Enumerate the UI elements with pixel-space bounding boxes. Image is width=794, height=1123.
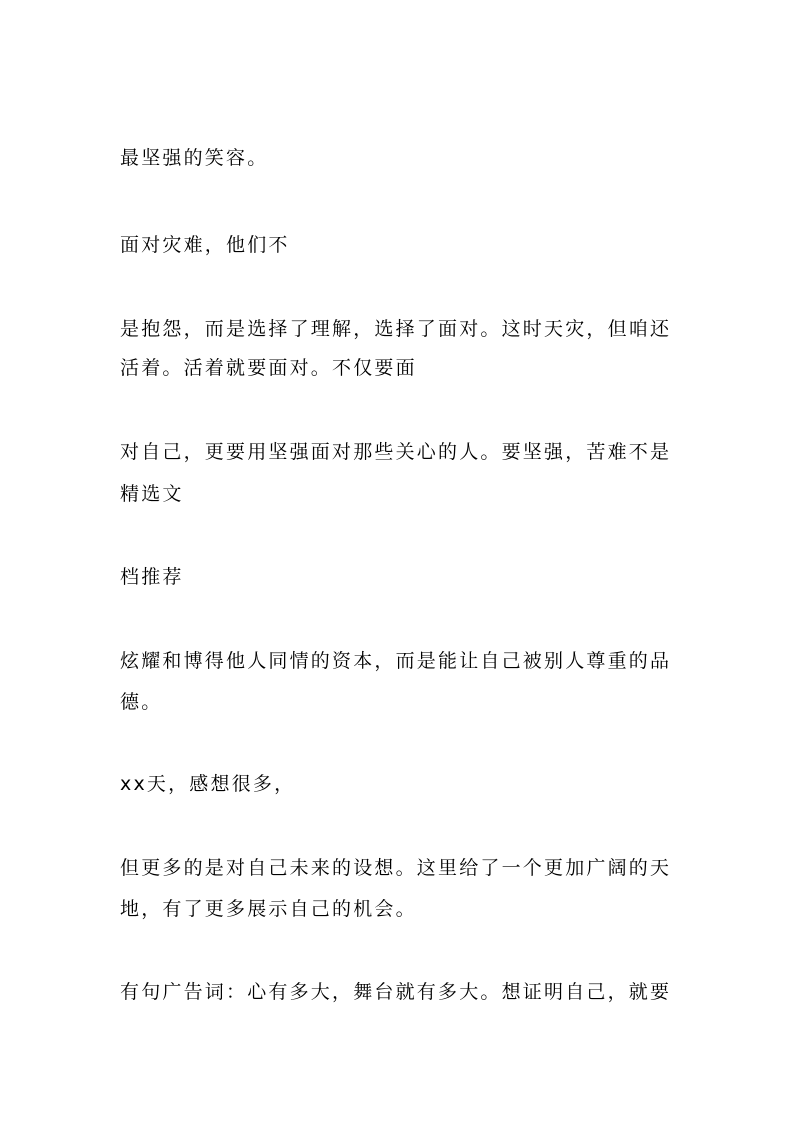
text-line: 有句广告词：心有多大，舞台就有多大。想证明自己，就要 (120, 981, 672, 1003)
text-line: 但更多的是对自己未来的设想。这里给了一个更加广阔的天 (120, 857, 672, 879)
text-line: 对自己，更要用坚强面对那些关心的人。要坚强，苦难不是 (120, 441, 672, 463)
text-line: 活着。活着就要面对。不仅要面 (120, 357, 417, 379)
text-line: 最坚强的笑容。 (120, 147, 269, 169)
text-line: xx天，感想很多， (120, 773, 296, 795)
text-line: 档推荐 (120, 566, 184, 588)
text-line: 是抱怨，而是选择了理解，选择了面对。这时天灾，但咱还 (120, 318, 672, 340)
text-line: 地，有了更多展示自己的机会。 (120, 898, 417, 920)
text-line: 炫耀和博得他人同情的资本，而是能让自己被别人尊重的品 (120, 650, 672, 672)
text-line: 德。 (120, 691, 163, 713)
text-line: 精选文 (120, 483, 184, 505)
text-line: 面对灾难，他们不 (120, 234, 290, 256)
